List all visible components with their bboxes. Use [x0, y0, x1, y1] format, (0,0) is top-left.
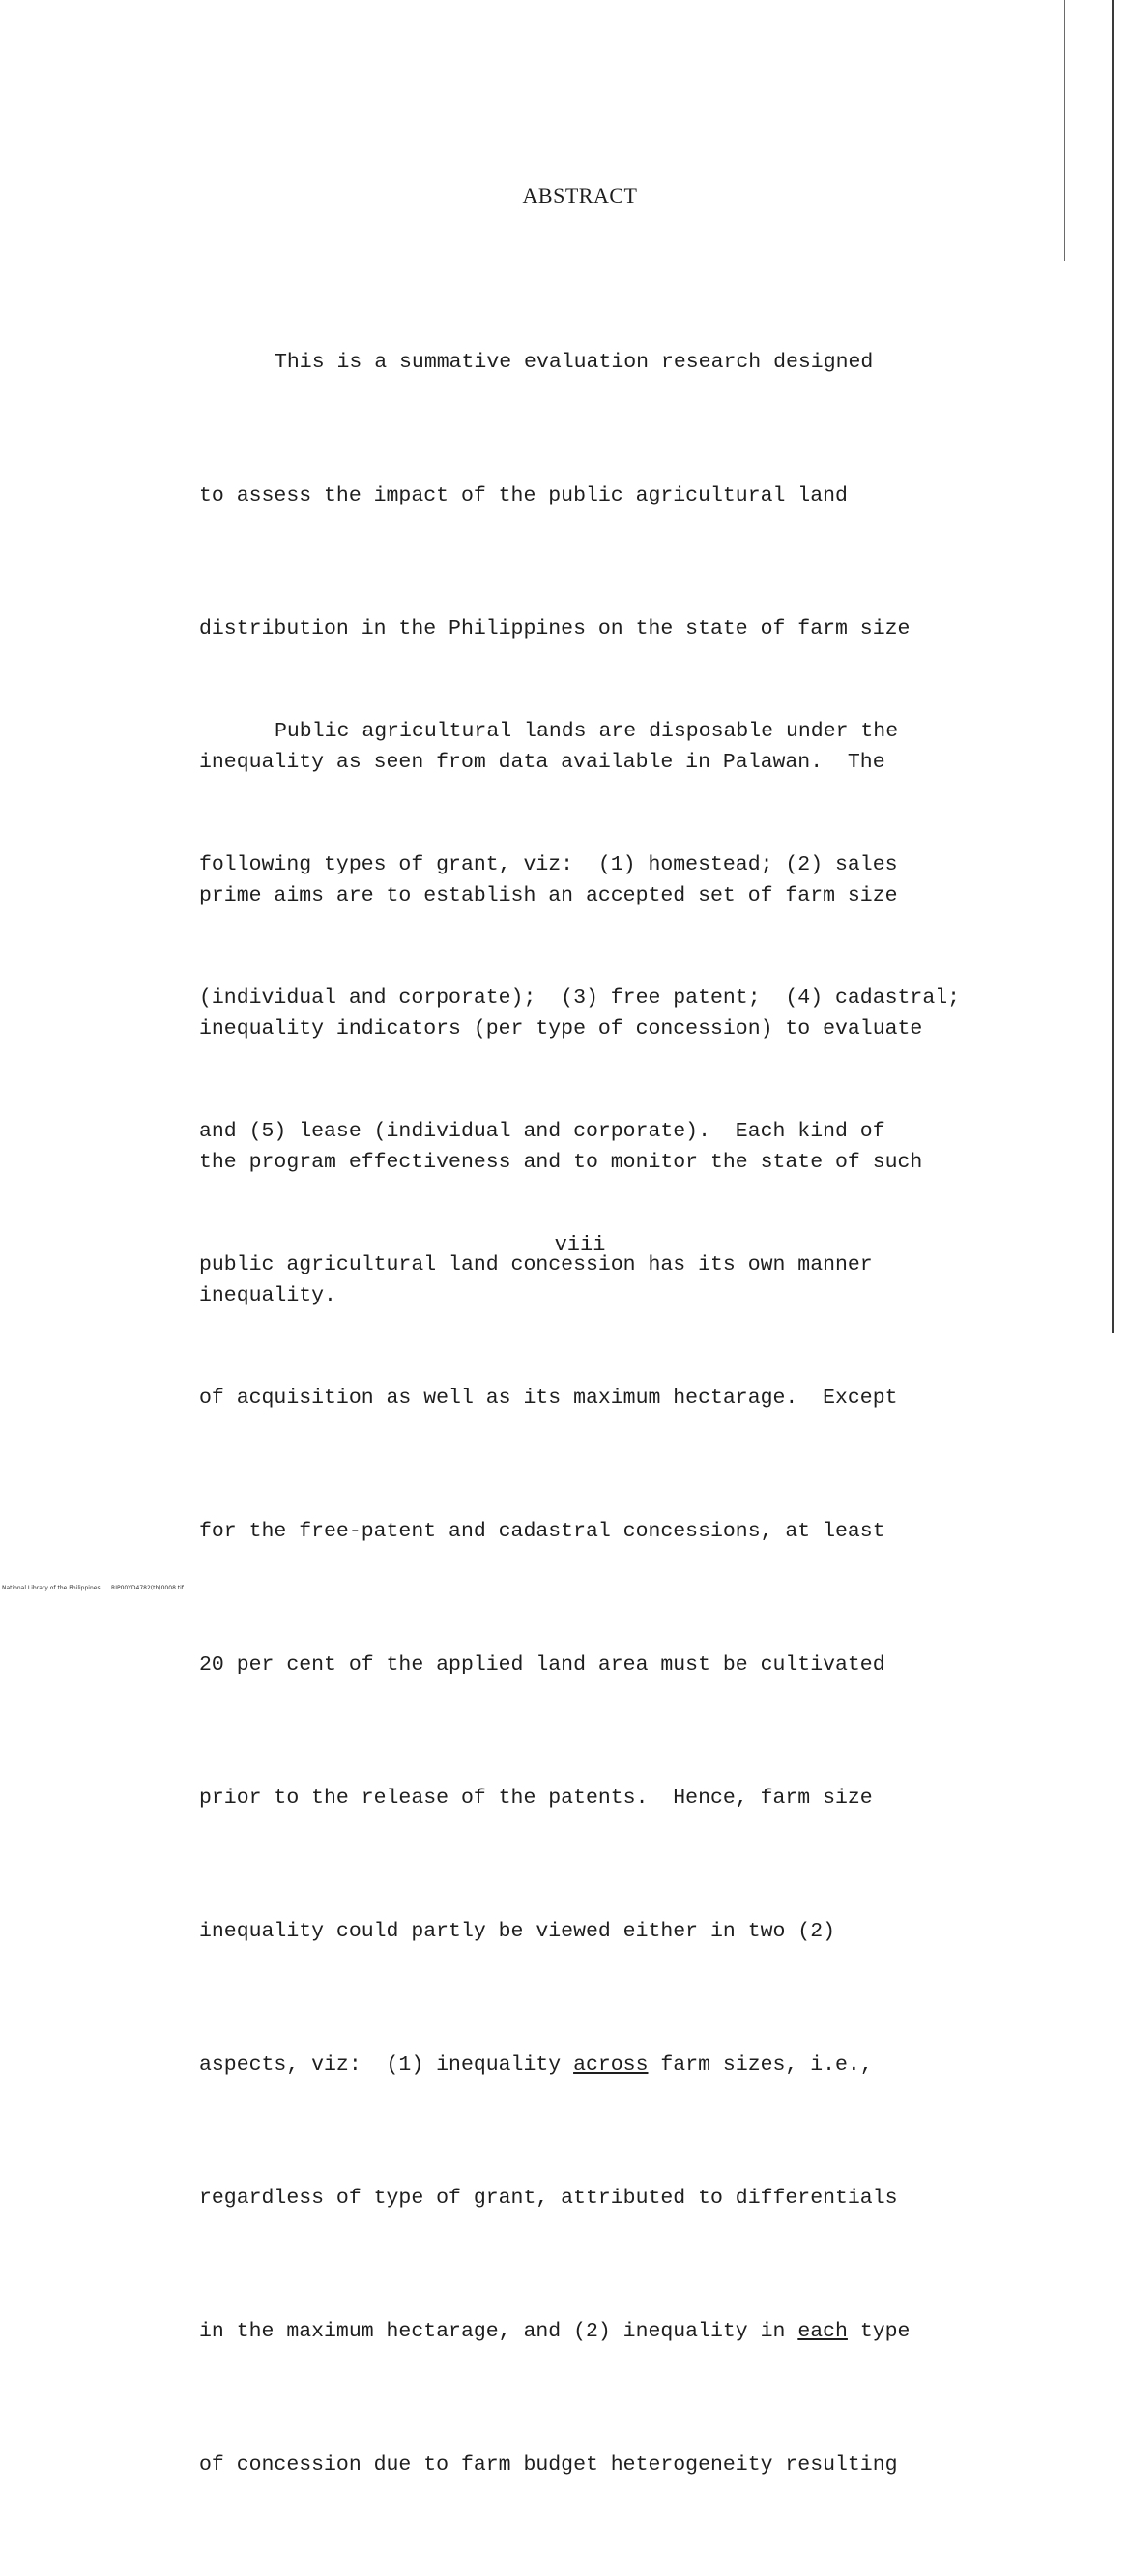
- paragraph-line-aspects: [199, 2043, 1021, 2087]
- underlined-word-each: each: [797, 2320, 848, 2343]
- paragraph-line: 20 per cent of the applied land area must be cultivated: [199, 1653, 885, 1676]
- paragraph-line: Public agricultural lands are disposable under the: [275, 720, 899, 743]
- paragraph-line-maximum: [199, 2309, 1021, 2354]
- paragraph-line: for the free-patent and cadastral concessions, at least: [199, 1520, 885, 1543]
- paragraph-line: the program effectiveness and to monitor the state of such: [199, 1151, 923, 1174]
- text-segment: type: [847, 2320, 911, 2343]
- paragraph-line: of acquisition as well as its maximum hectarage. Except: [199, 1387, 898, 1410]
- paragraph-line: distribution in the Philippines on the state of farm size: [199, 617, 911, 641]
- paragraph-2: [199, 620, 1021, 2576]
- footer-library: National Library of the Philippines: [2, 1585, 101, 1591]
- text-segment: in the maximum hectarage, and (2) inequality in: [199, 2320, 798, 2343]
- paragraph-line: (individual and corporate); (3) free patent; (4) cadastral;: [199, 987, 961, 1010]
- paragraph-line: following types of grant, viz: (1) homestead; (2) sales: [199, 853, 898, 876]
- page-number: viii: [554, 1233, 606, 1257]
- paragraph-line: regardless of type of grant, attributed to differentials: [199, 2187, 898, 2210]
- paragraph-line: and (5) lease (individual and corporate). Each kind of: [199, 1120, 885, 1143]
- scan-footer: [2, 1585, 184, 1591]
- text-segment: aspects, viz: (1) inequality: [199, 2053, 574, 2076]
- paragraph-line: inequality could partly be viewed either in two (2): [199, 1920, 836, 1943]
- footer-filename: RIP00YD4782(th)0008.tif: [111, 1585, 184, 1591]
- abstract-title: ABSTRACT: [522, 184, 638, 208]
- paragraph-line: inequality as seen from data available in Palawan. The: [199, 751, 885, 774]
- paragraph-line: inequality indicators (per type of concession) to evaluate: [199, 1017, 923, 1041]
- underlined-word-across: across: [573, 2053, 649, 2076]
- paragraph-line: This is a summative evaluation research designed: [275, 351, 874, 374]
- paragraph-line: to assess the impact of the public agricultural land: [199, 484, 848, 507]
- paragraph-line: public agricultural land concession has its own manner: [199, 1253, 873, 1276]
- paragraph-line: of concession due to farm budget heterogeneity resulting: [199, 2453, 898, 2476]
- paragraph-line: inequality.: [199, 1284, 336, 1307]
- scan-edge-line-inner: [1064, 0, 1065, 261]
- text-segment: farm sizes, i.e.,: [648, 2053, 873, 2076]
- paragraph-line: prior to the release of the patents. Hence, farm size: [199, 1787, 873, 1810]
- paragraph-line: prime aims are to establish an accepted set of farm size: [199, 884, 898, 907]
